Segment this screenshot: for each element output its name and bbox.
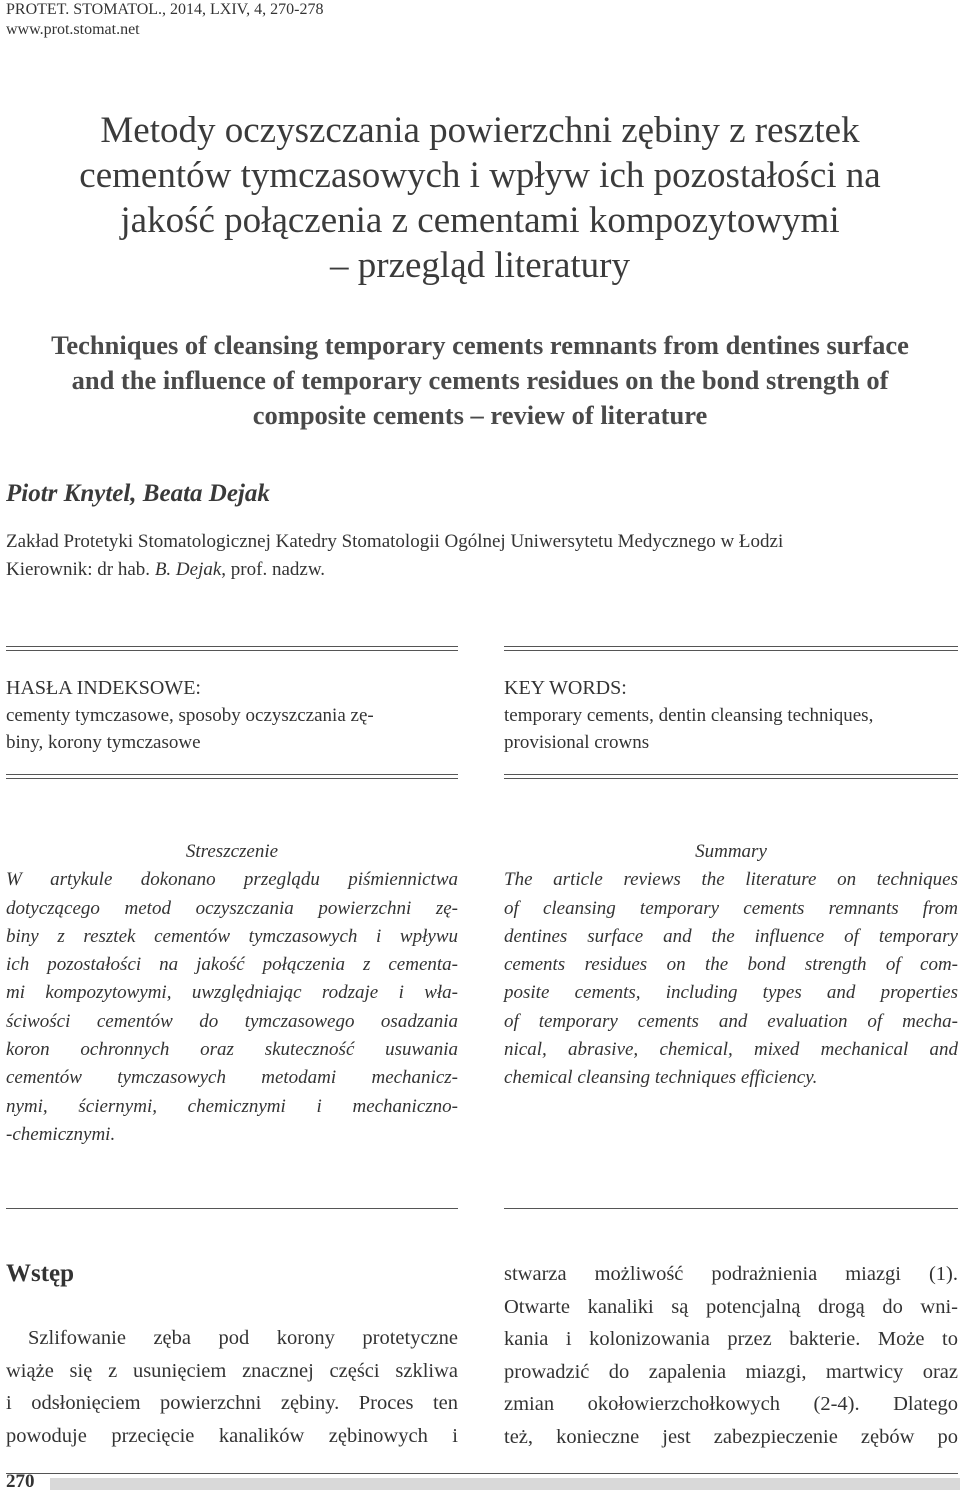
summary-polish-line: -chemicznymi. bbox=[6, 1123, 116, 1145]
affiliation-institution: Zakład Protetyki Stomatologicznej Katedry Stomatologii Ogólnej Uniwersytetu Medycznego w Łodzi bbox=[6, 531, 784, 552]
intro-heading: Wstęp bbox=[6, 1260, 75, 1287]
summary-polish-line: cementów tymczasowych metodami mechanicz- bbox=[6, 1067, 458, 1089]
affiliation bbox=[6, 528, 783, 584]
summary-polish-heading: Streszczenie bbox=[185, 841, 279, 862]
summary-english-line: of cleansing temporary cements remnants from bbox=[504, 897, 958, 919]
summary-polish-line: W artykule dokonano przeglądu piśmiennictwa bbox=[6, 869, 458, 891]
journal-citation: PROTET. STOMATOL., 2014, LXIV, 4, 270-278 bbox=[6, 1, 324, 18]
keywords-en-bottom-rule-2 bbox=[504, 778, 958, 779]
summary-english-line: chemical cleansing techniques efficiency. bbox=[504, 1067, 818, 1089]
summary-english-heading: Summary bbox=[695, 841, 767, 862]
keywords-english-title: KEY WORDS: bbox=[504, 677, 627, 699]
summary-polish-line: mi kompozytowymi, uwzględniając rodzaje i wła- bbox=[6, 982, 458, 1004]
title-polish-line: cementów tymczasowych i wpływ ich pozostałości na bbox=[79, 155, 881, 196]
title-polish-line: jakość połączenia z cementami kompozytowymi bbox=[120, 200, 840, 241]
summary-english-line: nical, abrasive, chemical, mixed mechanical and bbox=[504, 1039, 958, 1061]
keywords-en-top-rule-2 bbox=[504, 650, 958, 651]
intro-left-column bbox=[6, 1322, 458, 1452]
summary-english bbox=[504, 838, 958, 1093]
keywords-polish-title: HASŁA INDEKSOWE: bbox=[6, 677, 201, 699]
keywords-english bbox=[504, 674, 958, 756]
keywords-polish-line: biny, korony tymczasowe bbox=[6, 732, 201, 753]
affiliation-head bbox=[6, 556, 783, 584]
keywords-en-top-rule bbox=[504, 646, 958, 647]
title-english-line: Techniques of cleansing temporary cements remnants from dentines surface bbox=[51, 330, 909, 360]
summary-polish-line: biny z resztek cementów tymczasowych i wpływu bbox=[6, 925, 458, 947]
keywords-pl-top-rule bbox=[6, 646, 458, 647]
footer-bar bbox=[50, 1478, 960, 1490]
footer-rule bbox=[6, 1473, 958, 1474]
journal-url: www.prot.stomat.net bbox=[6, 21, 140, 38]
summary-english-line: posite cements, including types and properties bbox=[504, 982, 958, 1004]
summary-english-line: cements residues on the bond strength of com- bbox=[504, 954, 958, 976]
keywords-pl-bottom-rule-2 bbox=[6, 778, 458, 779]
keywords-en-bottom-rule bbox=[504, 774, 958, 775]
intro-right-line: stwarza możliwość podrażnienia miazgi (1). bbox=[504, 1263, 958, 1285]
title-polish bbox=[0, 108, 960, 288]
title-english bbox=[0, 328, 960, 433]
keywords-polish-line: cementy tymczasowe, sposoby oczyszczania zę- bbox=[6, 705, 374, 726]
title-polish-line: – przegląd literatury bbox=[330, 245, 630, 286]
summary-english-line: dentines surface and the influence of temporary bbox=[504, 925, 958, 947]
title-english-line: composite cements – review of literature bbox=[252, 400, 708, 430]
intro-right-column bbox=[504, 1258, 958, 1453]
affiliation-head-prefix: Kierownik: dr hab. bbox=[6, 559, 155, 580]
intro-left-line: Szlifowanie zęba pod korony protetyczne bbox=[28, 1327, 458, 1349]
page-number: 270 bbox=[6, 1471, 35, 1492]
summary-polish-line: ich pozostałości na jakość połączenia z cementa- bbox=[6, 954, 458, 976]
section-rule-right bbox=[504, 1208, 958, 1209]
summary-polish bbox=[6, 838, 458, 1149]
authors: Piotr Knytel, Beata Dejak bbox=[6, 480, 270, 507]
intro-right-line: Otwarte kanaliki są potencjalną drogą do wni- bbox=[504, 1295, 958, 1318]
keywords-english-line: provisional crowns bbox=[504, 732, 650, 753]
section-rule-left bbox=[6, 1208, 458, 1209]
intro-left-line: i odsłonięciem powierzchni zębiny. Proces ten bbox=[6, 1392, 458, 1414]
summary-polish-line: ściwości cementów do tymczasowego osadzania bbox=[6, 1010, 458, 1032]
intro-right-line: kania i kolonizowania przez bakterie. Może to bbox=[504, 1328, 958, 1350]
intro-left-line: powoduje przecięcie kanalików zębinowych i bbox=[6, 1424, 458, 1447]
keywords-english-line: temporary cements, dentin cleansing techniques, bbox=[504, 705, 874, 726]
intro-right-line: prowadzić do zapalenia miazgi, martwicy oraz bbox=[504, 1360, 958, 1383]
summary-polish-line: dotyczącego metod oczyszczania powierzchni zę- bbox=[6, 897, 458, 919]
keywords-pl-bottom-rule bbox=[6, 774, 458, 775]
intro-left-line: wiąże się z usunięciem znacznej części szkliwa bbox=[6, 1359, 458, 1382]
keywords-polish bbox=[6, 674, 458, 756]
title-polish-line: Metody oczyszczania powierzchni zębiny z resztek bbox=[100, 110, 860, 151]
intro-right-line: zmian okołowierzchołkowych (2-4). Dlatego bbox=[504, 1393, 958, 1415]
summary-english-line: The article reviews the literature on techniques bbox=[504, 869, 958, 891]
summary-polish-line: koron ochronnych oraz skuteczność usuwania bbox=[6, 1039, 458, 1061]
affiliation-head-name: B. Dejak bbox=[154, 559, 222, 580]
summary-polish-line: nymi, ściernymi, chemicznymi i mechaniczno- bbox=[6, 1095, 458, 1117]
keywords-pl-top-rule-2 bbox=[6, 650, 458, 651]
title-english-line: and the influence of temporary cements residues on the bond strength of bbox=[71, 365, 889, 395]
intro-right-line: też, konieczne jest zabezpieczenie zębów po bbox=[504, 1425, 958, 1448]
summary-english-line: of temporary cements and evaluation of mecha- bbox=[504, 1010, 958, 1032]
journal-header bbox=[6, 0, 324, 40]
affiliation-head-suffix: , prof. nadzw. bbox=[221, 559, 326, 580]
